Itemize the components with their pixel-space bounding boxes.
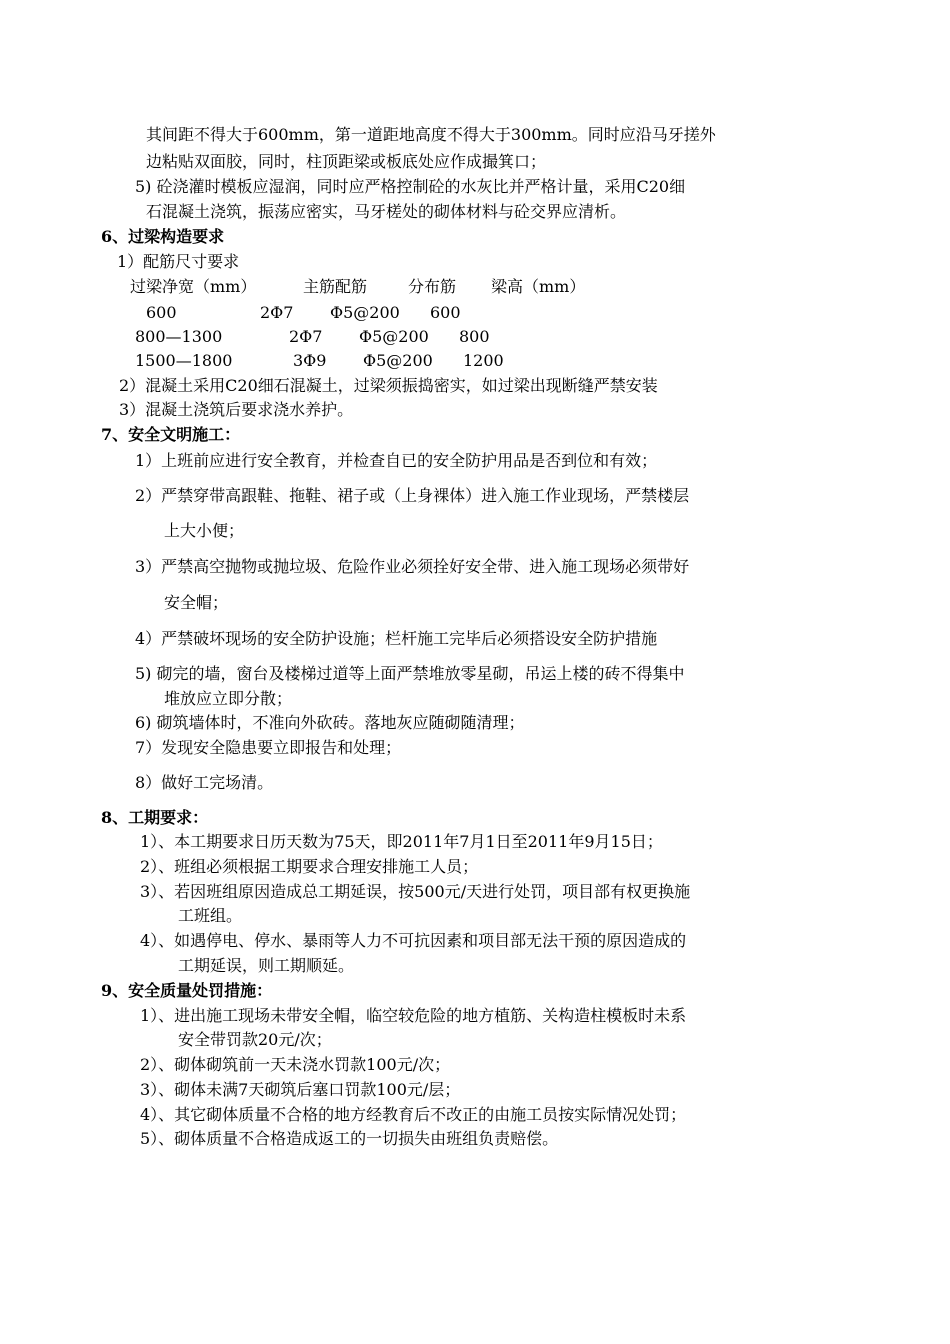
list-item: 2）严禁穿带高跟鞋、拖鞋、裙子或（上身裸体）进入施工作业现场，严禁楼层 (135, 486, 690, 505)
list-item-continuation: 安全帽； (164, 593, 229, 612)
paragraph-line: 其间距不得大于600mm，第一道距地高度不得大于300mm。同时应沿马牙搓外 (146, 125, 716, 144)
table-cell: 1200 (463, 351, 504, 370)
table-cell: Φ5@200 (330, 303, 400, 322)
table-cell: 800—1300 (135, 327, 223, 346)
section-heading: 9、安全质量处罚措施： (101, 981, 273, 1000)
table-cell: Φ5@200 (363, 351, 433, 370)
list-item: 5) 砼浇灌时模板应湿润，同时应严格控制砼的水灰比并严格计量，采用C20细 (135, 177, 686, 196)
list-item: 5）、砌体质量不合格造成返工的一切损失由班组负责赔偿。 (140, 1129, 559, 1148)
list-item: 3）、砌体未满7天砌筑后塞口罚款100元/层； (140, 1080, 461, 1099)
list-item: 3）、若因班组原因造成总工期延误，按500元/天进行处罚，项目部有权更换施 (140, 882, 691, 901)
list-item: 1）配筋尺寸要求 (117, 252, 240, 271)
list-item-continuation: 安全带罚款20元/次； (178, 1030, 332, 1049)
list-item: 7）发现安全隐患要立即报告和处理； (135, 738, 402, 757)
list-item: 3）混凝土浇筑后要求浇水养护。 (119, 400, 354, 419)
list-item: 4）、如遇停电、停水、暴雨等人力不可抗因素和项目部无法干预的原因造成的 (140, 931, 687, 950)
list-item-continuation: 工班组。 (178, 906, 243, 925)
list-item: 1）、进出施工现场未带安全帽，临空较危险的地方植筋、关构造柱模板时未系 (140, 1006, 687, 1025)
table-header: 梁高（mm） (491, 277, 586, 296)
table-cell: 2Φ7 (260, 303, 294, 322)
section-heading: 6、过梁构造要求 (101, 227, 225, 246)
section-heading: 8、工期要求： (101, 808, 209, 827)
table-header: 过梁净宽（mm） (130, 277, 257, 296)
list-item: 6) 砌筑墙体时，不准向外砍砖。落地灰应随砌随清理； (135, 713, 525, 732)
list-item: 5) 砌完的墙，窗台及楼梯过道等上面严禁堆放零星砌，吊运上楼的砖不得集中 (135, 664, 685, 683)
list-item: 8）做好工完场清。 (135, 773, 274, 792)
paragraph-line: 边粘贴双面胶，同时，柱顶距梁或板底处应作成撮箕口； (146, 152, 547, 171)
table-cell: 600 (430, 303, 461, 322)
table-cell: 2Φ7 (289, 327, 323, 346)
list-item-continuation: 石混凝土浇筑，振荡应密实，马牙槎处的砌体材料与砼交界应清析。 (146, 202, 627, 221)
list-item: 4）、其它砌体质量不合格的地方经教育后不改正的由施工员按实际情况处罚； (140, 1105, 687, 1124)
list-item-continuation: 堆放应立即分散； (164, 689, 293, 708)
table-cell: 3Φ9 (293, 351, 327, 370)
table-cell: 600 (146, 303, 177, 322)
table-cell: 800 (459, 327, 490, 346)
list-item: 2）、砌体砌筑前一天未浇水罚款100元/次； (140, 1055, 451, 1074)
list-item: 2）混凝土采用C20细石混凝土，过梁须振捣密实，如过梁出现断缝严禁安装 (119, 376, 658, 395)
list-item: 2）、班组必须根据工期要求合理安排施工人员； (140, 857, 479, 876)
list-item: 1）、本工期要求日历天数为75天，即2011年7月1日至2011年9月15日； (140, 832, 663, 851)
table-header: 主筋配筋 (303, 277, 368, 296)
list-item-continuation: 上大小便； (164, 521, 245, 540)
list-item: 3）严禁高空抛物或抛垃圾、危险作业必须拴好安全带、进入施工现场必须带好 (135, 557, 690, 576)
table-cell: Φ5@200 (359, 327, 429, 346)
table-cell: 1500—1800 (135, 351, 233, 370)
list-item-continuation: 工期延误，则工期顺延。 (178, 956, 355, 975)
table-header: 分布筋 (408, 277, 457, 296)
list-item: 1）上班前应进行安全教育，并检查自已的安全防护用品是否到位和有效； (135, 451, 658, 470)
section-heading: 7、安全文明施工： (101, 425, 241, 444)
list-item: 4）严禁破坏现场的安全防护设施；栏杆施工完毕后必须搭设安全防护措施 (135, 629, 658, 648)
